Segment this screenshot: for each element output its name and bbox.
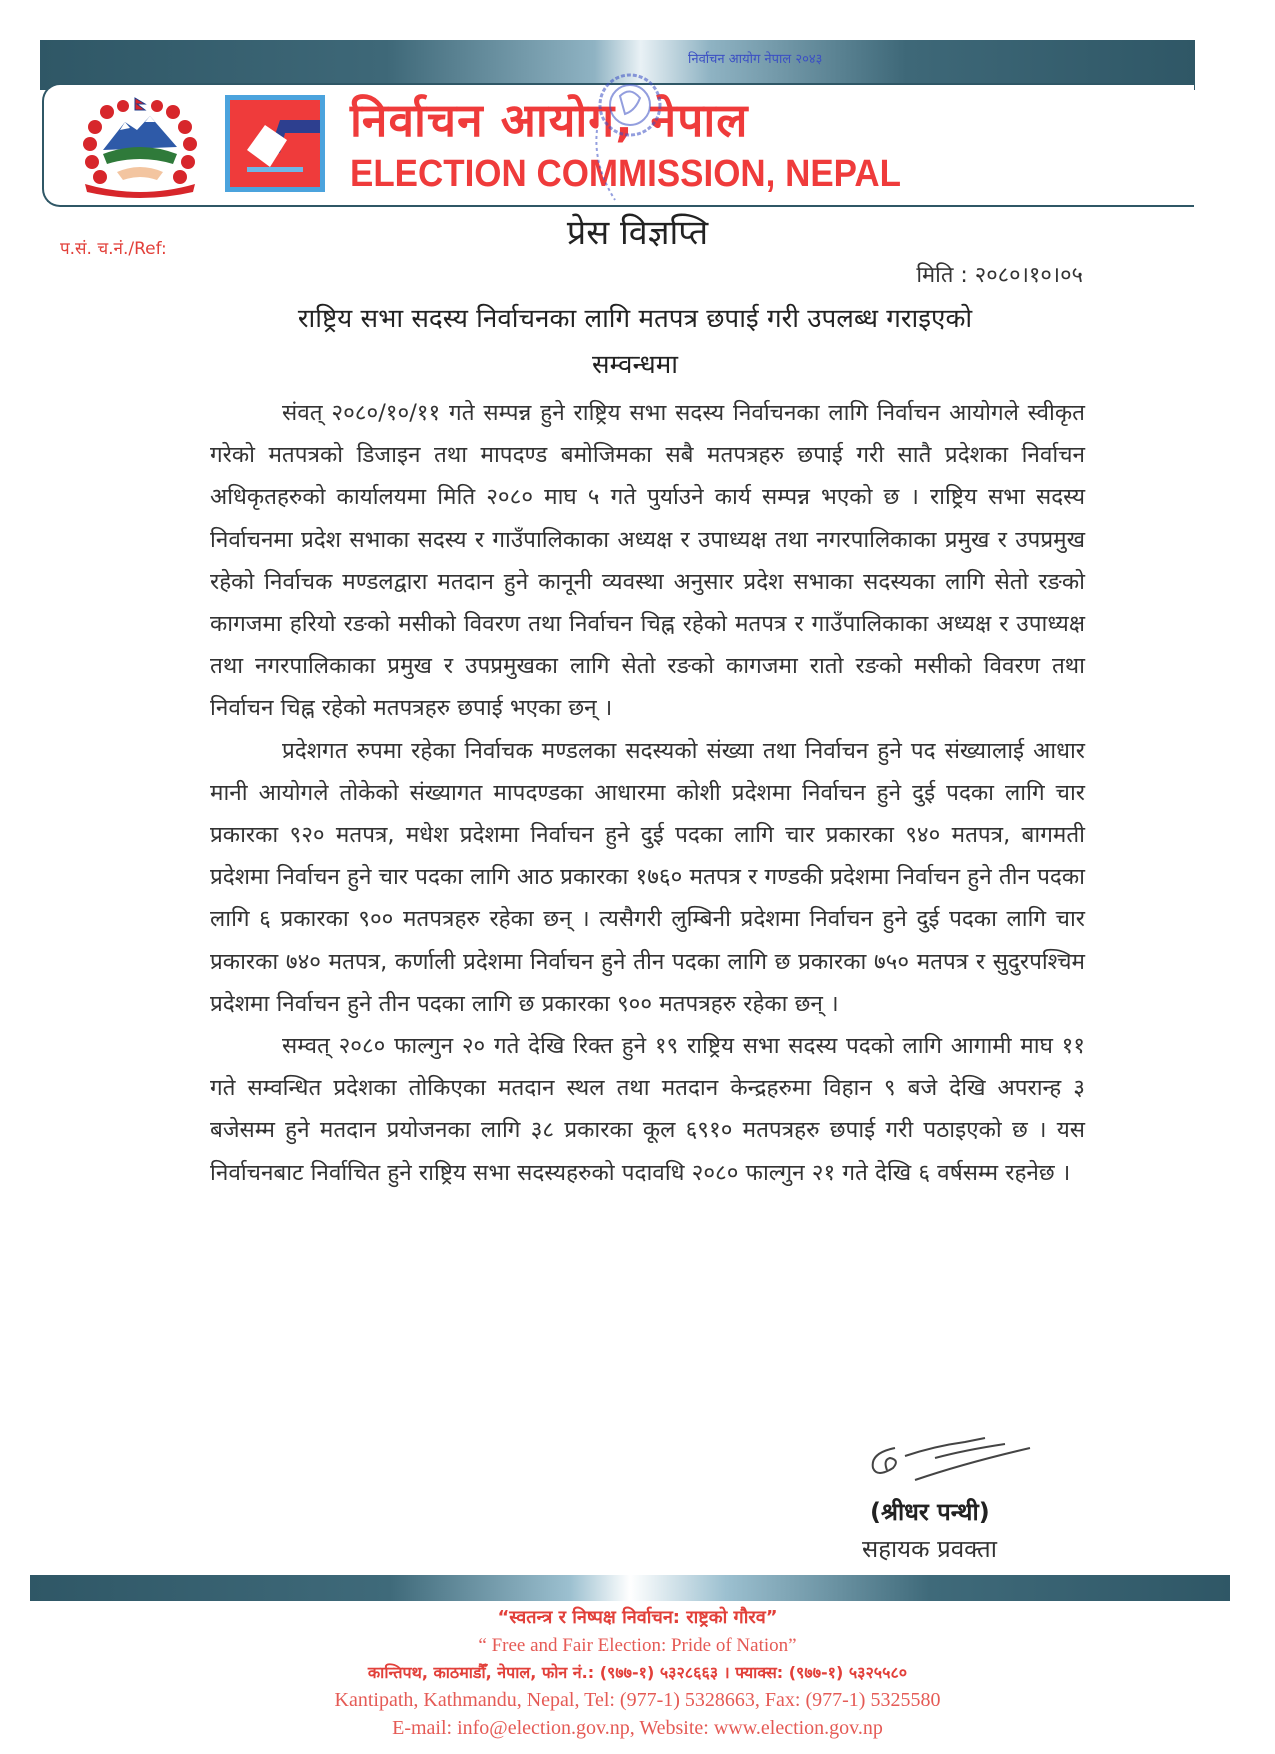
signer-designation: सहायक प्रवक्ता <box>862 1535 997 1563</box>
subject-heading <box>150 296 1120 388</box>
nepal-coat-of-arms-icon <box>75 92 205 202</box>
contact-info: E-mail: info@election.gov.np, Website: www.election.gov.np <box>392 1717 883 1739</box>
signer-name: (श्रीधर पन्थी) <box>870 1498 990 1526</box>
ballot-box-logo-icon <box>225 95 325 192</box>
address-english: Kantipath, Kathmandu, Nepal, Tel: (977-1) 5328663, Fax: (977-1) 5325580 <box>334 1689 941 1711</box>
seal-text: निर्वाचन आयोग नेपाल २०४३ <box>688 52 823 67</box>
body-paragraph-3: सम्वत् २०८० फाल्गुन २० गते देखि रिक्त हुने १९ राष्ट्रिय सभा सदस्य पदको लागि आगामी माघ ११ गते सम्वन्धित प्रदेशका तोकिएका मतदान स्थल तथा मतदान केन्द्रहरुमा विहान ९ बजे देखि अपरान्ह ३ बजेसम्म हुने मतदान प्रयोजनका लागि ३८ प्रकारका कूल ६९१० मतपत्रहरु छपाई गरी पठाइएको छ । यस निर्वाचनबाट निर्वाचित हुने राष्ट्रिय सभा सदस्यहरुको पदावधि २०८० फाल्गुन २१ गते देखि ६ वर्षसम्म रहनेछ । <box>210 1033 1085 1186</box>
slogan-nepali: “स्वतन्त्र र निष्पक्ष निर्वाचन: राष्ट्रको गौरव” <box>497 1607 778 1628</box>
reference-label: प.सं. च.नं./Ref: <box>60 239 167 259</box>
footer-band <box>30 1575 1230 1601</box>
body-paragraph-1: संवत् २०८०/१०/११ गते सम्पन्न हुने राष्ट्रिय सभा सदस्य निर्वाचनका लागि निर्वाचन आयोगले स्वीकृत गरेको मतपत्रको डिजाइन तथा मापदण्ड बमोजिमका सबै मतपत्रहरु छपाई गरी सातै प्रदेशका निर्वाचन अधिकृतहरुको कार्यालयमा मिति २०८० माघ ५ गते पुर्याउने कार्य सम्पन्न भएको छ । राष्ट्रिय सभा सदस्य निर्वाचनमा प्रदेश सभाका सदस्य र गाउँपालिकाका अध्यक्ष र उपाध्यक्ष तथा नगरपालिकाका प्रमुख र उपप्रमुख रहेको निर्वाचक मण्डलद्वारा मतदान हुने कानूनी व्यवस्था अनुसार प्रदेश सभाका सदस्यका लागि सेतो रङको कागजमा हरियो रङको मसीको विवरण तथा निर्वाचन चिह्न रहेको मतपत्र र गाउँपालिकाका अध्यक्ष र उपाध्यक्ष तथा नगरपालिकाका प्रमुख र उपप्रमुखका लागि सेतो रङको कागजमा रातो रङको मसीको विवरण तथा निर्वाचन चिह्न रहेको मतपत्रहरु छपाई भएका छन् । <box>210 400 1085 722</box>
body-paragraph-2: प्रदेशगत रुपमा रहेका निर्वाचक मण्डलका सदस्यको संख्या तथा निर्वाचन हुने पद संख्यालाई आधार मानी आयोगले तोकेको संख्यागत मापदण्डका आधारमा कोशी प्रदेशमा निर्वाचन हुने दुई पदका लागि चार प्रकारका ९२० मतपत्र, मधेश प्रदेशमा निर्वाचन हुने दुई पदका लागि चार प्रकारका ९४० मतपत्र, बागमती प्रदेशमा निर्वाचन हुने चार पदका लागि आठ प्रकारका १७६० मतपत्र र गण्डकी प्रदेशमा निर्वाचन हुने तीन पदका लागि ६ प्रकारका ९०० मतपत्रहरु रहेका छन् । त्यसैगरी लुम्बिनी प्रदेशमा निर्वाचन हुने दुई पदका लागि चार प्रकारका ७४० मतपत्र, कर्णाली प्रदेशमा निर्वाचन हुने तीन पदका लागि छ प्रकारका ७५० मतपत्र र सुदुरपश्चिम प्रदेशमा निर्वाचन हुने तीन पदका लागि छ प्रकारका ९०० मतपत्रहरु रहेका छन् । <box>210 737 1085 1017</box>
handwritten-signature-icon <box>865 1428 1045 1488</box>
org-name-nepali: निर्वाचन आयोग, नेपाल <box>350 93 749 147</box>
document-body <box>210 392 1085 1194</box>
subject-line-1: राष्ट्रिय सभा सदस्य निर्वाचनका लागि मतपत्र छपाई गरी उपलब्ध गराइएको <box>297 304 973 334</box>
official-seal-stamp-icon <box>575 70 665 210</box>
subject-line-2: सम्वन्धमा <box>592 350 678 380</box>
address-nepali: कान्तिपथ, काठमाडौँ, नेपाल, फोन नं.: (९७७-१) ५३२८६६३ । फ्याक्स: (९७७-१) ५३२५५८० <box>367 1663 908 1682</box>
org-name-english: ELECTION COMMISSION, NEPAL <box>350 153 901 195</box>
slogan-english: “ Free and Fair Election: Pride of Nation” <box>478 1635 797 1656</box>
document-date: मिति : २०८०।१०।०५ <box>916 263 1083 288</box>
document-title: प्रेस विज्ञप्ति <box>566 213 709 253</box>
